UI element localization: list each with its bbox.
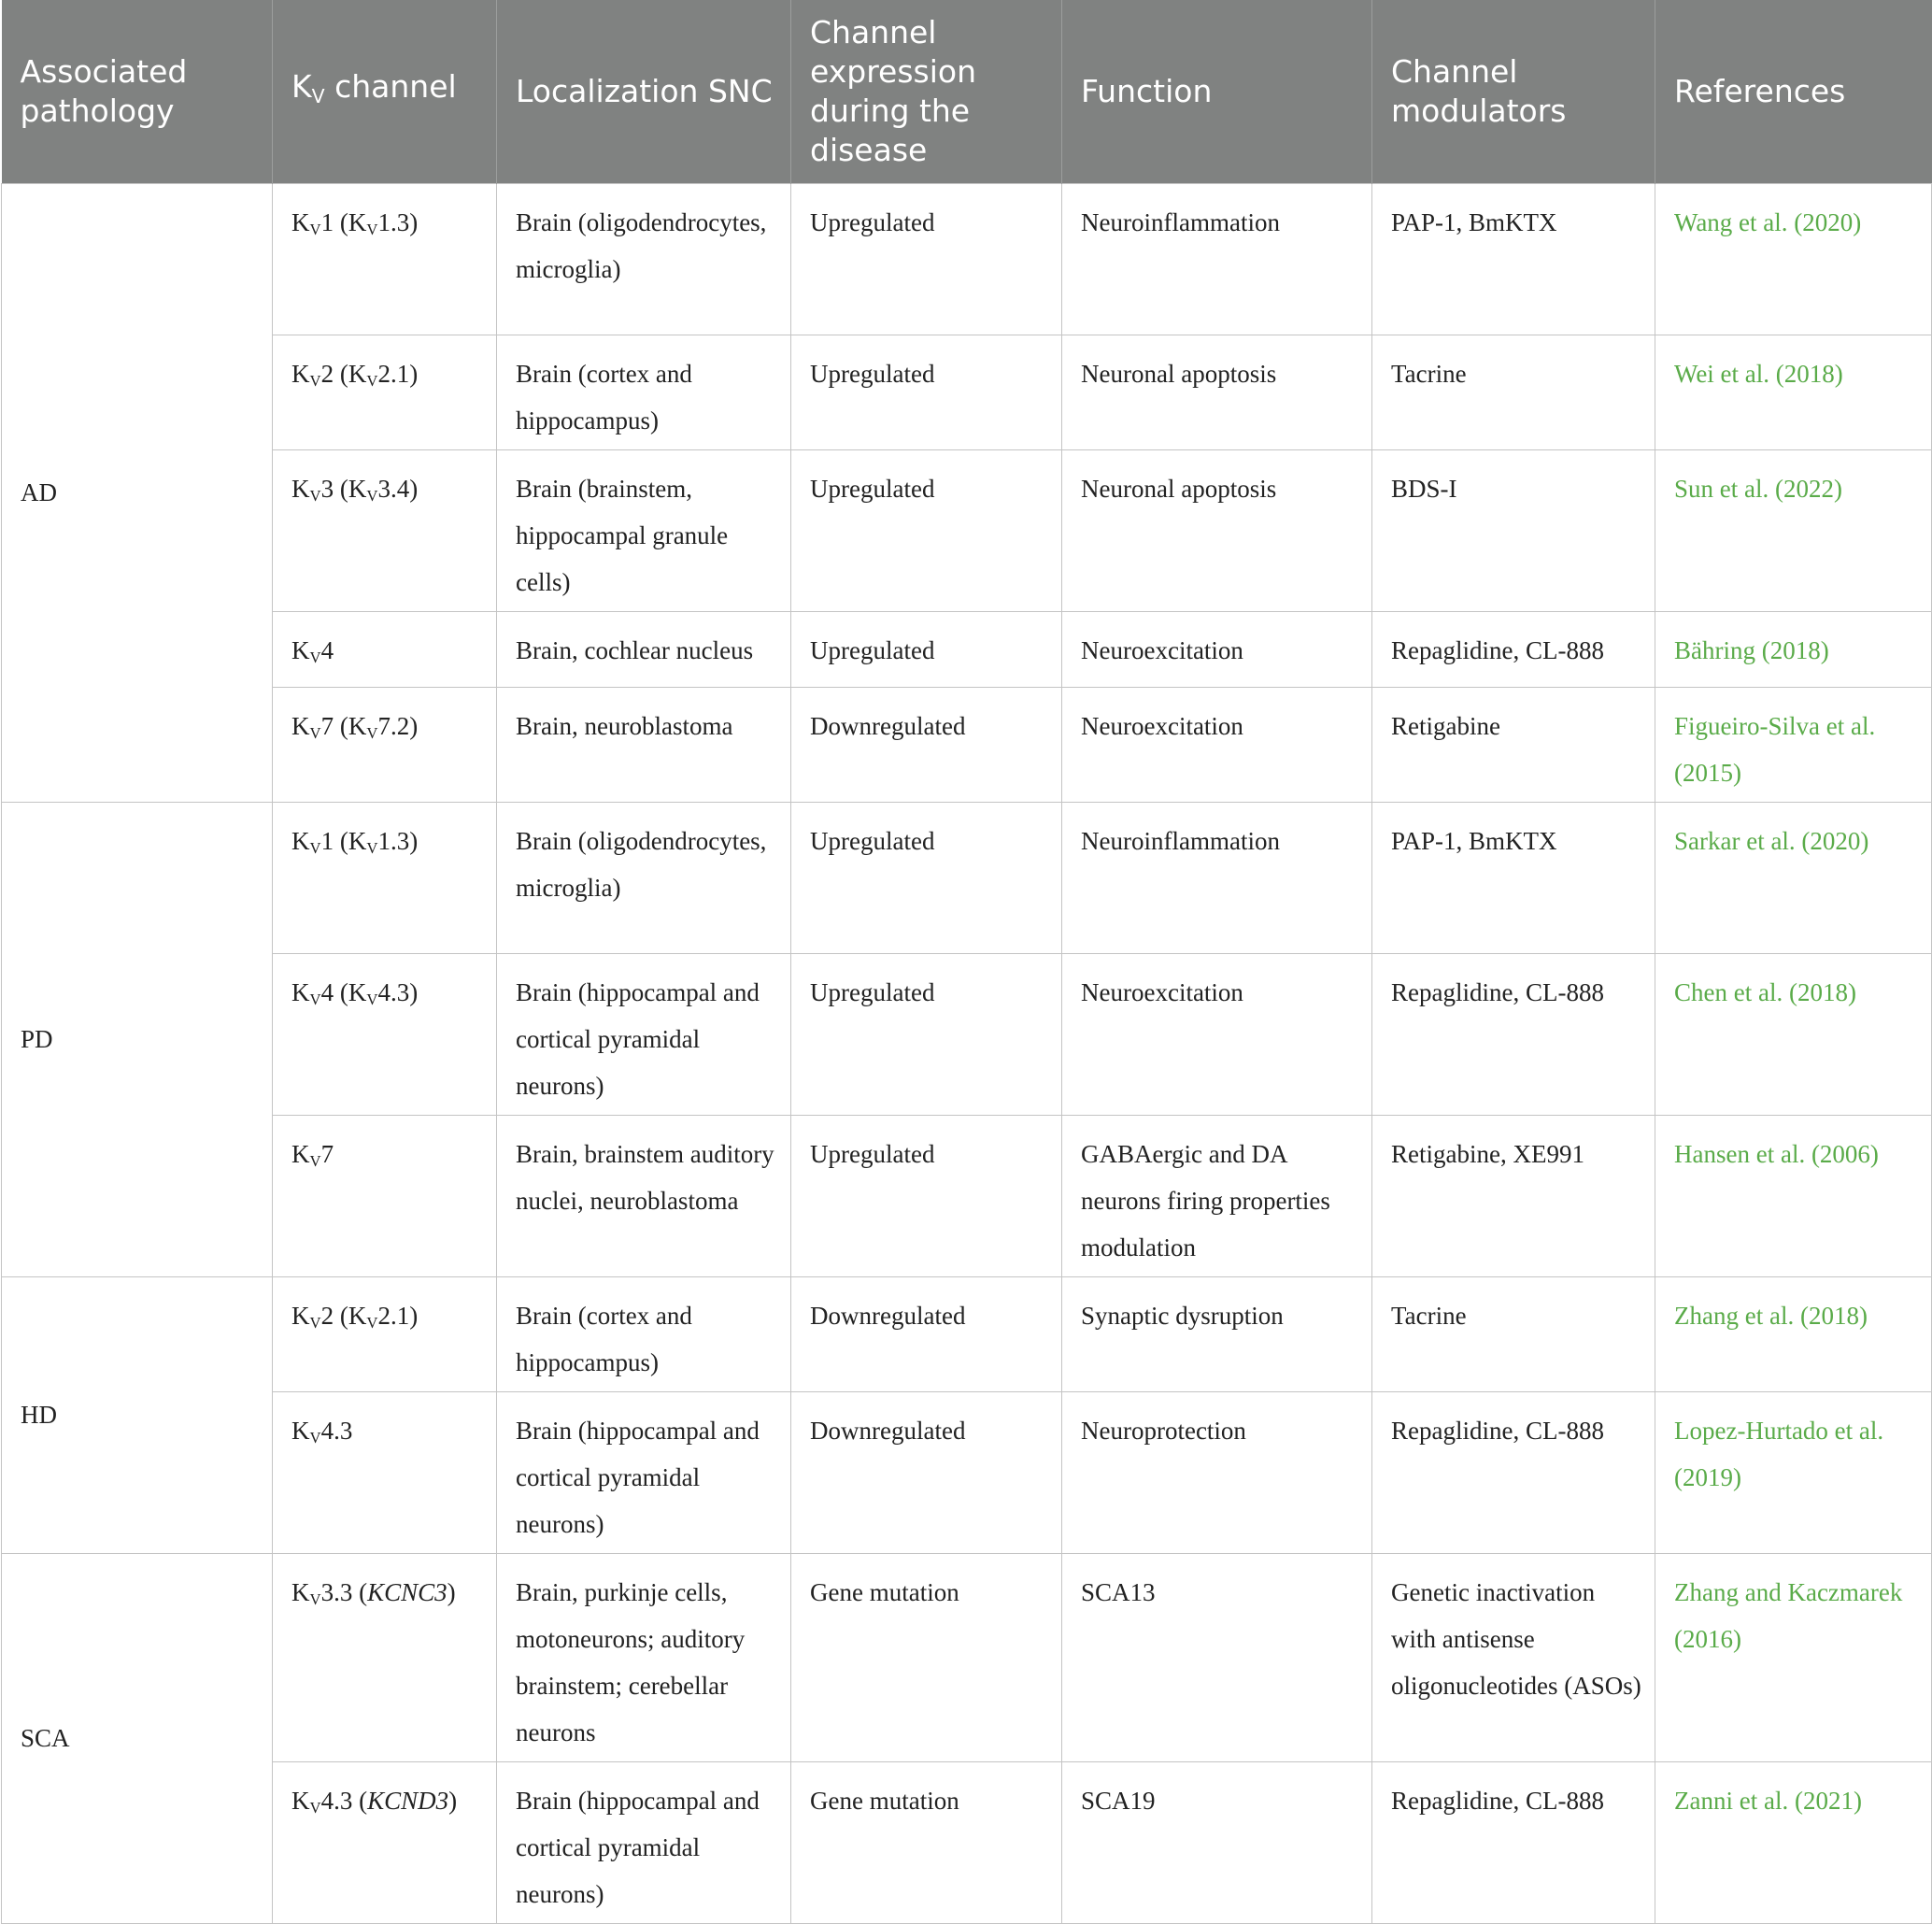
modulators-cell: Repaglidine, CL-888 bbox=[1372, 611, 1655, 687]
header-row bbox=[2, 0, 1932, 183]
channel-text-part: V bbox=[309, 486, 321, 505]
expression-cell: Upregulated bbox=[791, 183, 1062, 335]
localization-cell: Brain (hippocampal and cortical pyramidal neurons) bbox=[497, 1391, 791, 1553]
expression-cell: Upregulated bbox=[791, 1115, 1062, 1276]
channel-cell bbox=[273, 611, 497, 687]
channel-text-part: K bbox=[291, 1139, 310, 1168]
channel-text-part: V bbox=[366, 723, 378, 742]
localization-cell: Brain, brainstem auditory nuclei, neuroblastoma bbox=[497, 1115, 791, 1276]
channel-text-part: V bbox=[366, 838, 378, 857]
reference-link[interactable]: Figueiro-Silva et al. (2015) bbox=[1655, 687, 1932, 802]
channel-text-part: V bbox=[309, 1589, 321, 1608]
reference-link[interactable]: Zanni et al. (2021) bbox=[1655, 1761, 1932, 1923]
channel-text-part: 4.3 ( bbox=[320, 1786, 368, 1815]
header-expression: Channel expression during the disease bbox=[791, 0, 1062, 183]
channel-text-part: 1.3) bbox=[377, 207, 419, 236]
channel-cell bbox=[273, 953, 497, 1115]
channel-cell bbox=[273, 802, 497, 953]
modulators-cell: Repaglidine, CL-888 bbox=[1372, 1761, 1655, 1923]
header-modulators: Channel modulators bbox=[1372, 0, 1655, 183]
function-cell: Neuroinflammation bbox=[1062, 183, 1372, 335]
channel-text-part: K bbox=[291, 977, 310, 1006]
kv-channels-table bbox=[1, 0, 1932, 1924]
table-body bbox=[2, 183, 1932, 1923]
function-cell: Synaptic dysruption bbox=[1062, 1276, 1372, 1391]
localization-cell: Brain (hippocampal and cortical pyramidal neurons) bbox=[497, 1761, 791, 1923]
localization-cell: Brain (cortex and hippocampus) bbox=[497, 335, 791, 449]
modulators-cell: Tacrine bbox=[1372, 335, 1655, 449]
channel-cell bbox=[273, 1115, 497, 1276]
channel-text-part: K bbox=[291, 207, 310, 236]
function-cell: Neuroexcitation bbox=[1062, 953, 1372, 1115]
localization-cell: Brain, purkinje cells, motoneurons; auditory brainstem; cerebellar neurons bbox=[497, 1553, 791, 1761]
function-cell: Neuronal apoptosis bbox=[1062, 335, 1372, 449]
channel-text-part: V bbox=[309, 838, 321, 857]
table-row bbox=[2, 1115, 1932, 1276]
channel-cell bbox=[273, 1761, 497, 1923]
channel-text-part: 1 (K bbox=[320, 826, 367, 855]
channel-text-part: ) bbox=[447, 1577, 456, 1606]
channel-cell bbox=[273, 449, 497, 611]
expression-cell: Downregulated bbox=[791, 1276, 1062, 1391]
modulators-cell: PAP-1, BmKTX bbox=[1372, 802, 1655, 953]
expression-cell: Upregulated bbox=[791, 953, 1062, 1115]
pathology-cell: AD bbox=[2, 183, 273, 802]
table-header bbox=[2, 0, 1932, 183]
function-cell: GABAergic and DA neurons firing properties modulation bbox=[1062, 1115, 1372, 1276]
channel-text-part: K bbox=[291, 1577, 310, 1606]
expression-cell: Gene mutation bbox=[791, 1553, 1062, 1761]
pathology-cell: SCA bbox=[2, 1553, 273, 1923]
localization-cell: Brain, cochlear nucleus bbox=[497, 611, 791, 687]
channel-text-part: K bbox=[291, 1416, 310, 1445]
expression-cell: Upregulated bbox=[791, 802, 1062, 953]
header-kv-channel: $K_V$ channel bbox=[273, 0, 497, 183]
expression-cell: Downregulated bbox=[791, 1391, 1062, 1553]
channel-text-part: V bbox=[309, 648, 321, 666]
channel-text-part: K bbox=[291, 474, 310, 503]
localization-cell: Brain (hippocampal and cortical pyramidal neurons) bbox=[497, 953, 791, 1115]
channel-text-part: 4.3) bbox=[377, 977, 419, 1006]
modulators-cell: BDS-I bbox=[1372, 449, 1655, 611]
header-function: Function bbox=[1062, 0, 1372, 183]
table-row bbox=[2, 611, 1932, 687]
function-cell: SCA13 bbox=[1062, 1553, 1372, 1761]
reference-link[interactable]: Bähring (2018) bbox=[1655, 611, 1932, 687]
expression-cell: Upregulated bbox=[791, 611, 1062, 687]
reference-link[interactable]: Sarkar et al. (2020) bbox=[1655, 802, 1932, 953]
localization-cell: Brain (brainstem, hippocampal granule cells) bbox=[497, 449, 791, 611]
channel-text-part: V bbox=[366, 990, 378, 1008]
table-row bbox=[2, 1276, 1932, 1391]
channel-text-part: V bbox=[309, 990, 321, 1008]
table-row bbox=[2, 802, 1932, 953]
table-row bbox=[2, 687, 1932, 802]
channel-text-part: K bbox=[291, 635, 310, 664]
localization-cell: Brain (oligodendrocytes, microglia) bbox=[497, 183, 791, 335]
channel-text-part: 4 (K bbox=[320, 977, 367, 1006]
table-row bbox=[2, 1553, 1932, 1761]
function-cell: Neuroexcitation bbox=[1062, 611, 1372, 687]
table-row bbox=[2, 449, 1932, 611]
reference-link[interactable]: Wei et al. (2018) bbox=[1655, 335, 1932, 449]
reference-link[interactable]: Chen et al. (2018) bbox=[1655, 953, 1932, 1115]
function-cell: Neuronal apoptosis bbox=[1062, 449, 1372, 611]
header-associated-pathology: Associated pathology bbox=[2, 0, 273, 183]
modulators-cell: Repaglidine, CL-888 bbox=[1372, 953, 1655, 1115]
expression-cell: Upregulated bbox=[791, 335, 1062, 449]
channel-text-part: 3.3 ( bbox=[320, 1577, 368, 1606]
reference-link[interactable]: Lopez-Hurtado et al. (2019) bbox=[1655, 1391, 1932, 1553]
channel-text-part: V bbox=[309, 371, 321, 390]
channel-text-part: 7 (K bbox=[320, 711, 367, 740]
expression-cell: Gene mutation bbox=[791, 1761, 1062, 1923]
table-row bbox=[2, 183, 1932, 335]
channel-cell bbox=[273, 183, 497, 335]
channel-text-part: K bbox=[291, 826, 310, 855]
expression-cell: Downregulated bbox=[791, 687, 1062, 802]
modulators-cell: Genetic inactivation with antisense oligonucleotides (ASOs) bbox=[1372, 1553, 1655, 1761]
channel-text-part: V bbox=[309, 723, 321, 742]
table-row bbox=[2, 1391, 1932, 1553]
pathology-cell: HD bbox=[2, 1276, 273, 1553]
channel-text-part: V bbox=[309, 1151, 321, 1170]
channel-text-part: V bbox=[309, 1428, 321, 1447]
channel-text-part: K bbox=[291, 1301, 310, 1330]
modulators-cell: PAP-1, BmKTX bbox=[1372, 183, 1655, 335]
modulators-cell: Retigabine bbox=[1372, 687, 1655, 802]
channel-text-part: 2 (K bbox=[320, 1301, 367, 1330]
channel-cell bbox=[273, 335, 497, 449]
reference-link[interactable]: Zhang et al. (2018) bbox=[1655, 1276, 1932, 1391]
channel-text-part: 7 bbox=[320, 1139, 334, 1168]
table-row bbox=[2, 335, 1932, 449]
channel-text-part: 1 (K bbox=[320, 207, 367, 236]
pathology-cell: PD bbox=[2, 802, 273, 1276]
channel-text-part: 3.4) bbox=[377, 474, 419, 503]
channel-text-part: KCNC3 bbox=[367, 1577, 447, 1606]
channel-text-part: KCND3 bbox=[367, 1786, 449, 1815]
channel-text-part: 7.2) bbox=[377, 711, 419, 740]
channel-cell bbox=[273, 1553, 497, 1761]
channel-cell bbox=[273, 687, 497, 802]
reference-link[interactable]: Zhang and Kaczmarek (2016) bbox=[1655, 1553, 1932, 1761]
channel-text-part: 4 bbox=[320, 635, 334, 664]
channel-text-part: ) bbox=[448, 1786, 458, 1815]
modulators-cell: Retigabine, XE991 bbox=[1372, 1115, 1655, 1276]
localization-cell: Brain, neuroblastoma bbox=[497, 687, 791, 802]
channel-text-part: 1.3) bbox=[377, 826, 419, 855]
channel-text-part: K bbox=[291, 359, 310, 388]
channel-text-part: V bbox=[309, 1313, 321, 1332]
channel-cell bbox=[273, 1391, 497, 1553]
channel-text-part: V bbox=[366, 486, 378, 505]
modulators-cell: Tacrine bbox=[1372, 1276, 1655, 1391]
header-references: References bbox=[1655, 0, 1932, 183]
channel-text-part: 3 (K bbox=[320, 474, 367, 503]
channel-text-part: V bbox=[309, 220, 321, 238]
function-cell: SCA19 bbox=[1062, 1761, 1372, 1923]
channel-text-part: V bbox=[366, 220, 378, 238]
reference-link[interactable]: Wang et al. (2020) bbox=[1655, 183, 1932, 335]
channel-text-part: 2.1) bbox=[377, 359, 419, 388]
channel-cell bbox=[273, 1276, 497, 1391]
function-cell: Neuroexcitation bbox=[1062, 687, 1372, 802]
channel-text-part: 2 (K bbox=[320, 359, 367, 388]
channel-text-part: V bbox=[366, 1313, 378, 1332]
modulators-cell: Repaglidine, CL-888 bbox=[1372, 1391, 1655, 1553]
header-localization: Localization SNC bbox=[497, 0, 791, 183]
reference-link[interactable]: Hansen et al. (2006) bbox=[1655, 1115, 1932, 1276]
reference-link[interactable]: Sun et al. (2022) bbox=[1655, 449, 1932, 611]
channel-text-part: 4.3 bbox=[320, 1416, 353, 1445]
channel-text-part: V bbox=[309, 1798, 321, 1817]
expression-cell: Upregulated bbox=[791, 449, 1062, 611]
table-row bbox=[2, 953, 1932, 1115]
function-cell: Neuroinflammation bbox=[1062, 802, 1372, 953]
localization-cell: Brain (cortex and hippocampus) bbox=[497, 1276, 791, 1391]
channel-text-part: V bbox=[366, 371, 378, 390]
channel-text-part: K bbox=[291, 711, 310, 740]
table-row bbox=[2, 1761, 1932, 1923]
channel-text-part: K bbox=[291, 1786, 310, 1815]
channel-text-part: 2.1) bbox=[377, 1301, 419, 1330]
localization-cell: Brain (oligodendrocytes, microglia) bbox=[497, 802, 791, 953]
function-cell: Neuroprotection bbox=[1062, 1391, 1372, 1553]
